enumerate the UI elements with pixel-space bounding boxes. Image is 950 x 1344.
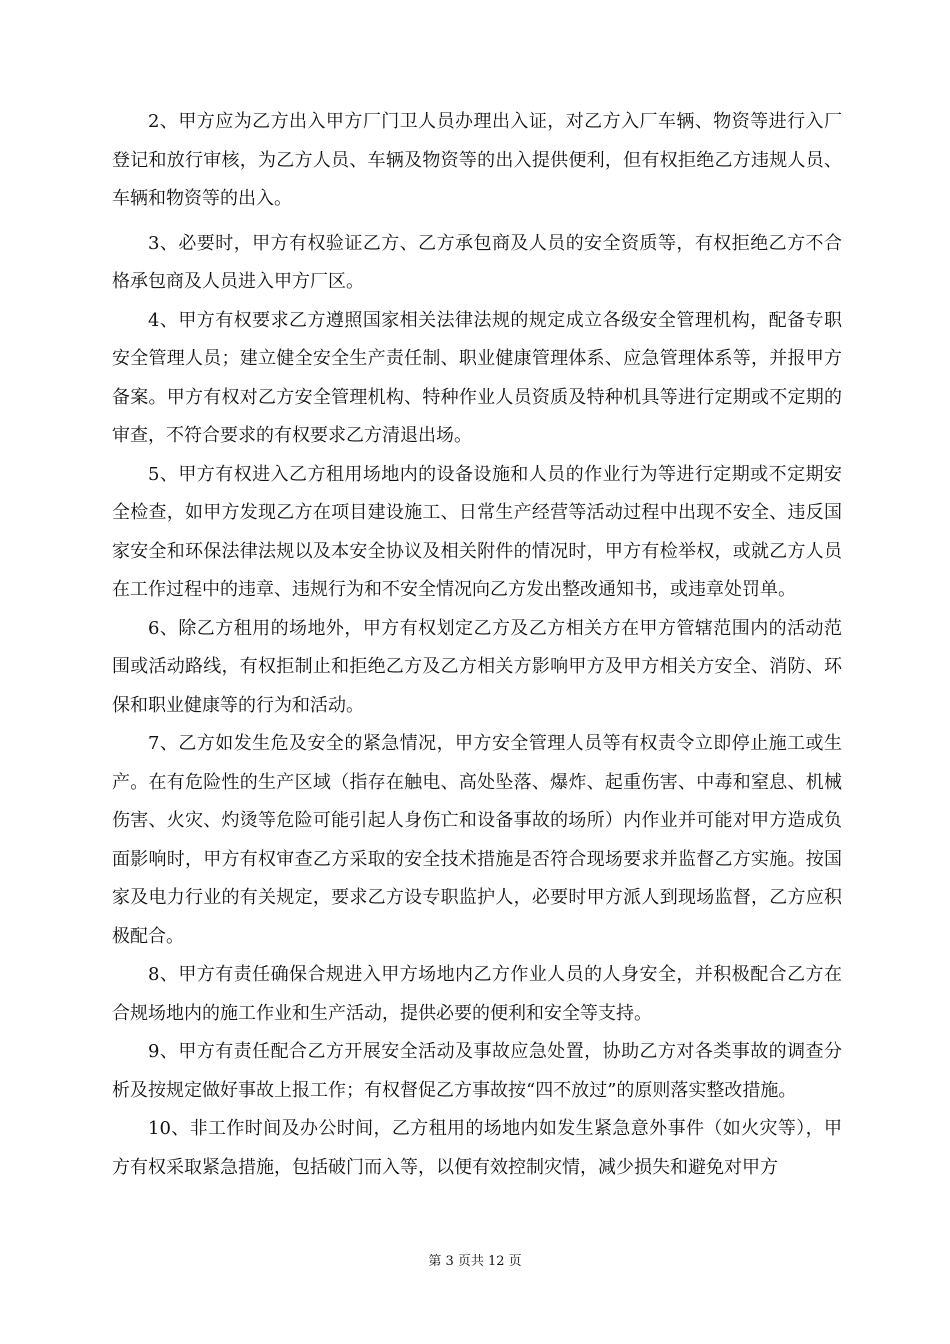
paragraph-item-8: 8、甲方有责任确保合规进入甲方场地内乙方作业人员的人身安全，并积极配合乙方在合规场地内的施工作业和生产活动，提供必要的便利和安全等支持。 xyxy=(112,964,842,1024)
paragraph-item-2: 2、甲方应为乙方出入甲方厂门卫人员办理出入证，对乙方入厂车辆、物资等进行入厂登记和放行审核，为乙方人员、车辆及物资等的出入提供便利，但有权拒绝乙方违规人员、车辆和物资等的出入。 xyxy=(112,111,842,209)
paragraph-item-7: 7、乙方如发生危及安全的紧急情况，甲方安全管理人员等有权责令立即停止施工或生产。在有危险性的生产区域（指存在触电、高处坠落、爆炸、起重伤害、中毒和窒息、机械伤害、火灾、灼烫等危险可能引起人身伤亡和设备事故的场所）内作业并可能对甲方造成负面影响时，甲方有权审查乙方采取的安全技术措施是否符合现场要求并监督乙方实施。按国家及电力行业的有关规定，要求乙方设专职监护人，必要时甲方派人到现场监督，乙方应积极配合。 xyxy=(112,733,842,947)
page-footer: 第 3 页共 12 页 xyxy=(428,1254,522,1269)
paragraph-item-9: 9、甲方有责任配合乙方开展安全活动及事故应急处置，协助乙方对各类事故的调查分析及按规定做好事故上报工作；有权督促乙方事故按“四不放过”的原则落实整改措施。 xyxy=(112,1041,842,1101)
paragraph-item-5: 5、甲方有权进入乙方租用场地内的设备设施和人员的作业行为等进行定期或不定期安全检查，如甲方发现乙方在项目建设施工、日常生产经营等活动过程中出现不安全、违反国家安全和环保法律法规以及本安全协议及相关附件的情况时，甲方有检举权，或就乙方人员在工作过程中的违章、违规行为和不安全情况向乙方发出整改通知书，或违章处罚单。 xyxy=(112,463,842,600)
paragraph-item-10: 10、非工作时间及办公时间，乙方租用的场地内如发生紧急意外事件（如火灾等），甲方有权采取紧急措施，包括破门而入等，以便有效控制灾情，减少损失和避免对甲方 xyxy=(112,1118,842,1178)
paragraph-item-3: 3、必要时，甲方有权验证乙方、乙方承包商及人员的安全资质等，有权拒绝乙方不合格承包商及人员进入甲方厂区。 xyxy=(112,232,842,292)
document-body xyxy=(112,103,842,1187)
paragraph-item-4: 4、甲方有权要求乙方遵照国家相关法律法规的规定成立各级安全管理机构，配备专职安全管理人员；建立健全安全生产责任制、职业健康管理体系、应急管理体系等，并报甲方备案。甲方有权对乙方安全管理机构、特种作业人员资质及特种机具等进行定期或不定期的审查，不符合要求的有权要求乙方清退出场。 xyxy=(112,309,842,446)
paragraph-item-6: 6、除乙方租用的场地外，甲方有权划定乙方及乙方相关方在甲方管辖范围内的活动范围或活动路线，有权拒制止和拒绝乙方及乙方相关方影响甲方及甲方相关方安全、消防、环保和职业健康等的行为和活动。 xyxy=(112,617,842,716)
